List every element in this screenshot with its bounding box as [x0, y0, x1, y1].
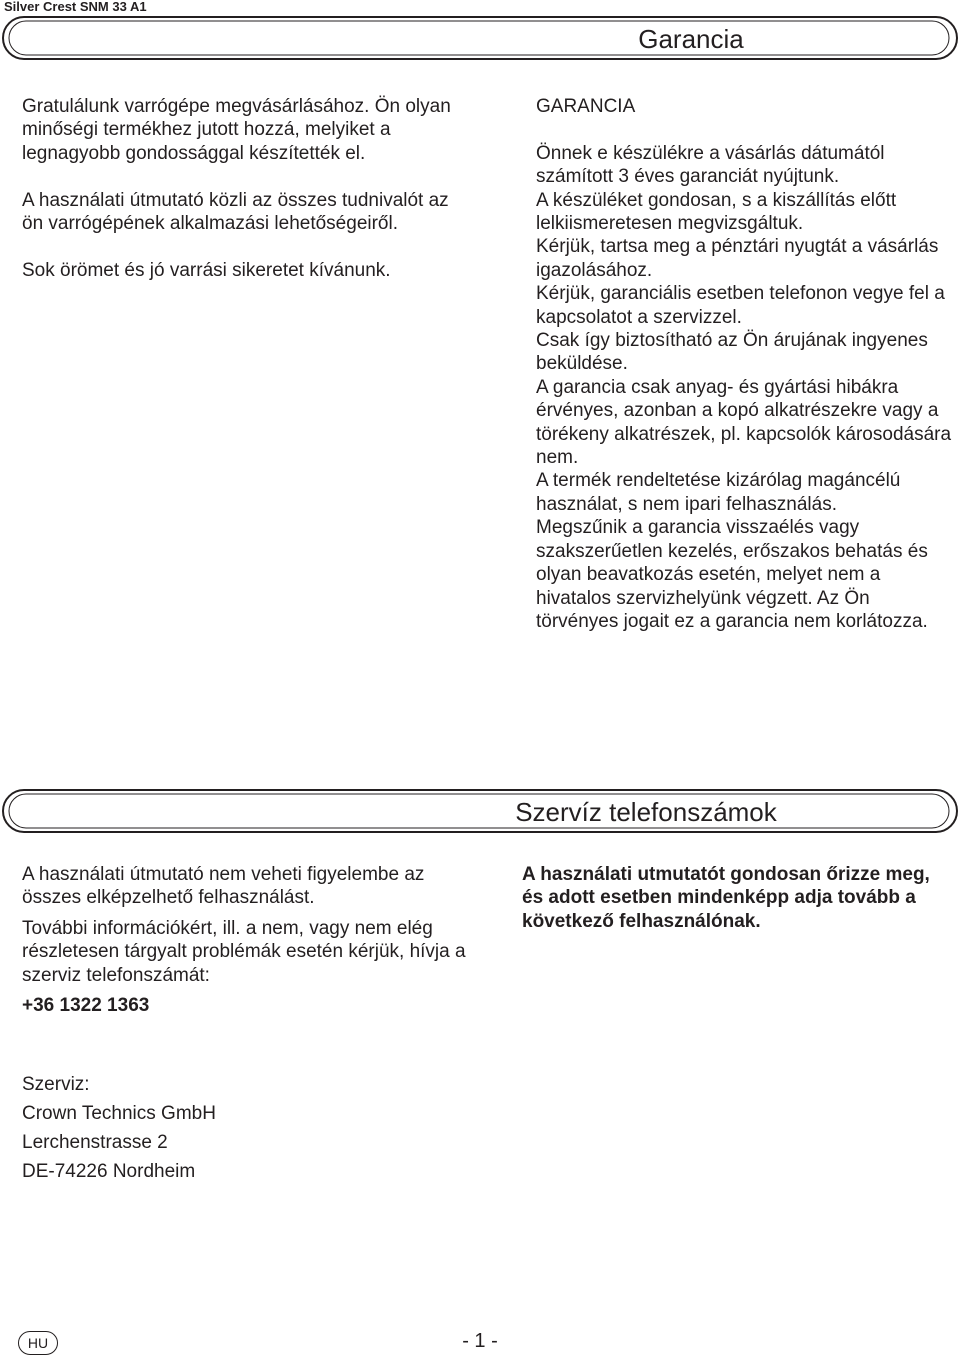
- guarantee-paragraph: Megszűnik a garancia visszaélés vagy szakszerűetlen kezelés, erőszakos behatás és olyan beavatkozás esetén, melyet nem a hivatalos szervizhelyünk végzett. Az Ön törvényes jogait ez a garancia nem korlátozza.: [536, 517, 928, 632]
- address-city: DE-74226 Nordheim: [22, 1161, 196, 1182]
- service-paragraph: További információkért, ill. a nem, vagy nem elég részletesen tárgyalt problémák esetén kérjük, hívja a szerviz telefonszámát:: [22, 917, 466, 986]
- guarantee-paragraph: Kérjük, garanciális esetben telefonon vegye fel a kapcsolatot a szervizzel.: [536, 283, 945, 328]
- intro-paragraph: A használati útmutató közli az összes tudnivalót az ön varrógépének alkalmazási lehetőségeiről.: [22, 189, 449, 235]
- service-paragraph: A használati útmutató nem veheti figyelembe az összes elképzelhető felhasználást.: [22, 864, 425, 909]
- service-address: [22, 1070, 422, 1186]
- guarantee-paragraph: Csak így biztosítható az Ön árujának ingyenes beküldése.: [536, 330, 928, 375]
- model-name: Silver Crest SNM 33 A1: [4, 0, 147, 14]
- address-company: Crown Technics GmbH: [22, 1103, 216, 1124]
- guarantee-heading: GARANCIA: [536, 96, 636, 117]
- address-label: Szerviz:: [22, 1074, 90, 1095]
- page-title: Garancia: [638, 24, 744, 54]
- page-number: - 1 -: [462, 1330, 498, 1352]
- guarantee-paragraph: A termék rendeltetése kizárólag magáncélú használat, s nem ipari felhasználás.: [536, 470, 901, 515]
- intro-paragraph: Gratulálunk varrógépe megvásárlásához. Ön olyan minőségi termékhez jutott hozzá, melyiket a legnagyobb gondossággal készítették el.: [22, 96, 451, 164]
- service-phone-number: +36 1322 1363: [22, 995, 150, 1017]
- guarantee-paragraph: Kérjük, tartsa meg a pénztári nyugtát a vásárlás igazolásához.: [536, 236, 939, 281]
- service-title: Szervíz telefonszámok: [515, 797, 777, 827]
- section-banner-service: [2, 789, 958, 833]
- keep-manual-note: [522, 863, 942, 933]
- guarantee-section: [536, 95, 956, 633]
- intro-paragraph: Sok örömet és jó varrási sikeretet kívánunk.: [22, 259, 391, 281]
- keep-manual-text: A használati utmutatót gondosan őrizze meg, és adott esetben mindenképp adja tovább a következő felhasználónak.: [522, 864, 930, 932]
- service-info: [22, 863, 482, 1017]
- intro-text: [22, 95, 452, 282]
- guarantee-paragraph: A készüléket gondosan, s a kiszállítás előtt lelkiismeretesen megvizsgáltuk.: [536, 189, 897, 235]
- guarantee-paragraph: A garancia csak anyag- és gyártási hibákra érvényes, azonban a kopó alkatrészekre vagy a törékeny alkatrészek, pl. kapcsolók károsodására nem.: [536, 376, 952, 469]
- address-street: Lerchenstrasse 2: [22, 1132, 168, 1153]
- country-code-badge: HU: [18, 1331, 58, 1355]
- guarantee-paragraph: Önnek e készülékre a vásárlás dátumától számított 3 éves garanciát nyújtunk.: [536, 142, 885, 188]
- section-banner-garancia: [2, 16, 958, 60]
